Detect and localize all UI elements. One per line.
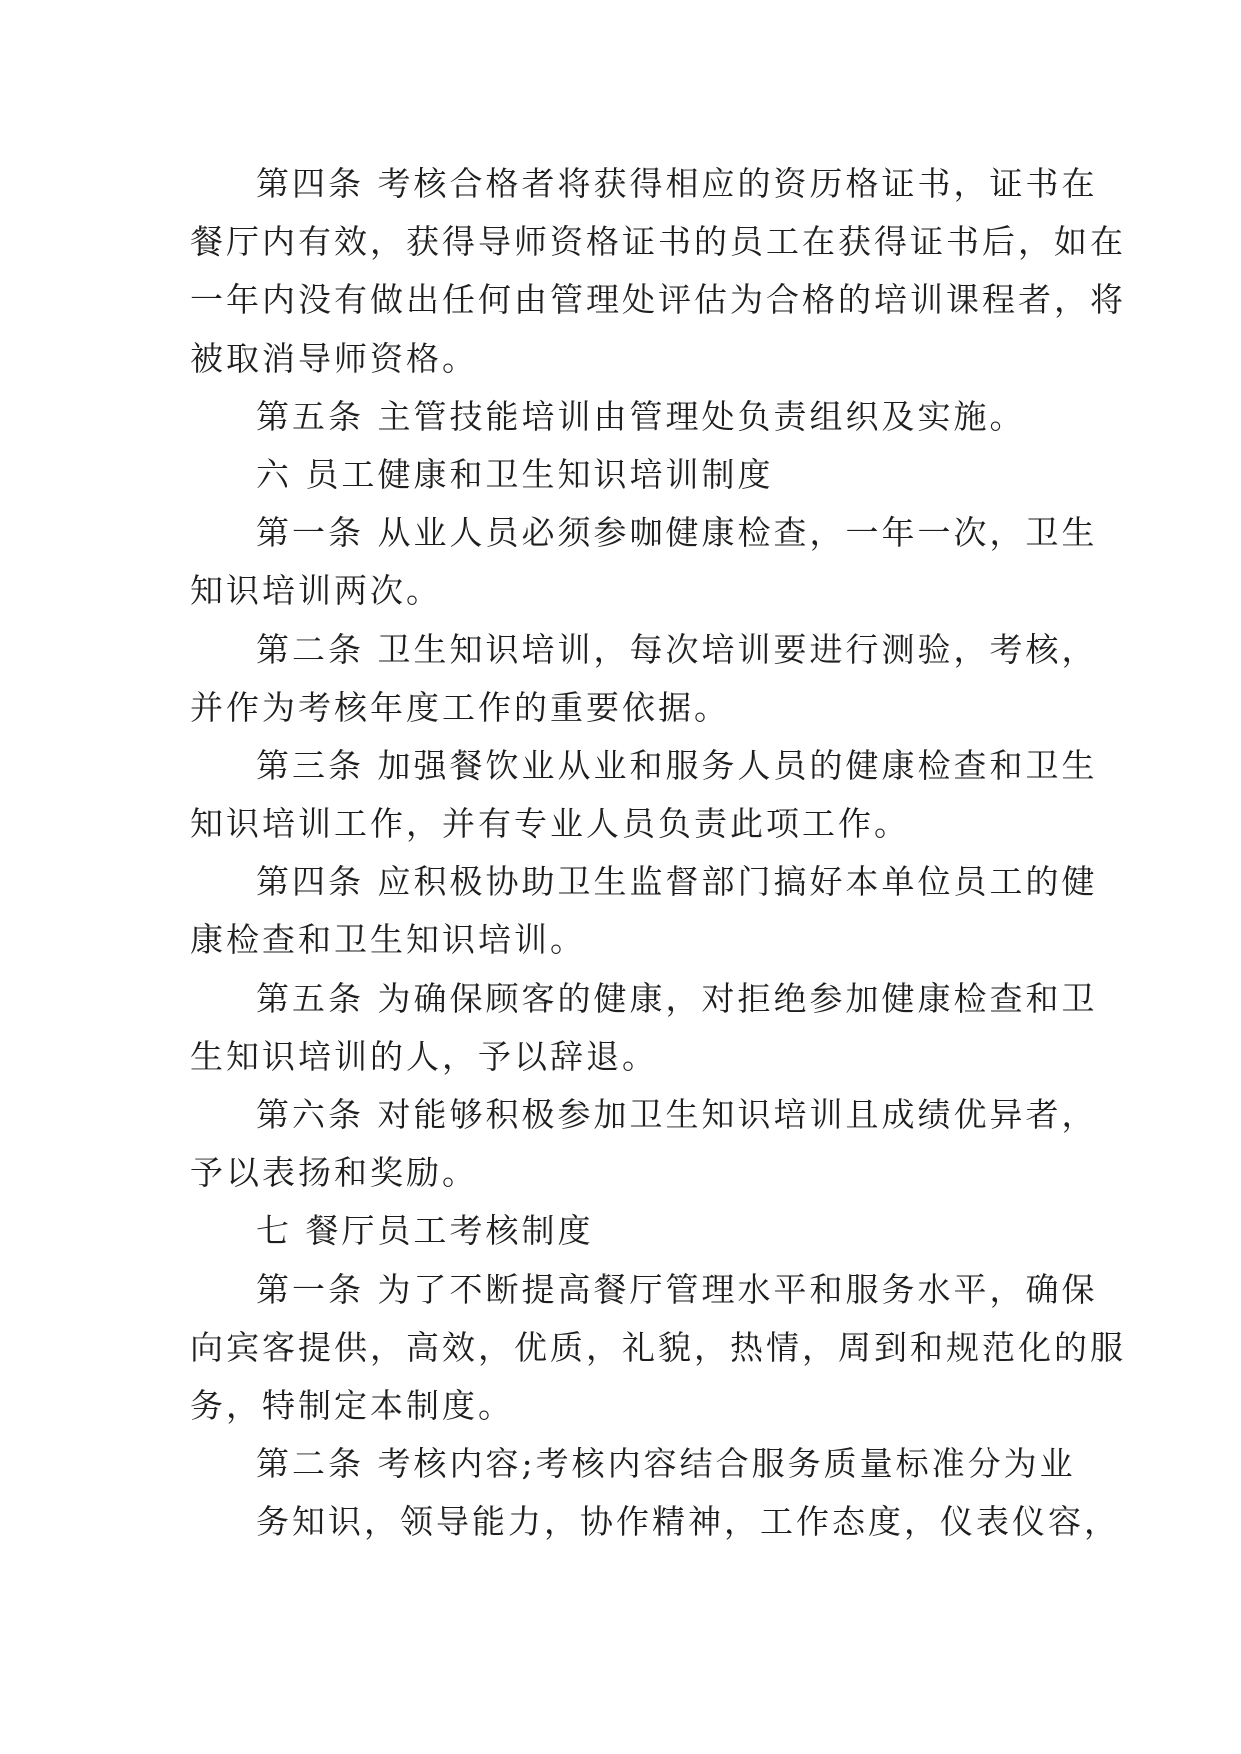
text-line: 第三条 加强餐饮业从业和服务人员的健康检查和卫生 <box>256 745 1098 785</box>
text-line: 知识培训工作，并有专业人员负责此项工作。 <box>190 804 910 844</box>
text-line: 并作为考核年度工作的重要依据。 <box>190 687 730 727</box>
text-line: 务知识，领导能力，协作精神，工作态度，仪表仪容， <box>256 1502 1120 1542</box>
text-line: 知识培训两次。 <box>190 571 442 611</box>
text-line: 予以表扬和奖励。 <box>190 1153 478 1193</box>
text-line: 餐厅内有效，获得导师资格证书的员工在获得证书后，如在 <box>190 222 1126 262</box>
text-line: 第一条 从业人员必须参咖健康检查，一年一次，卫生 <box>256 513 1098 553</box>
text-line: 第五条 主管技能培训由管理处负责组织及实施。 <box>256 396 1026 436</box>
section-heading: 六 员工健康和卫生知识培训制度 <box>256 454 774 494</box>
document-body <box>190 155 1126 1552</box>
text-line: 第二条 卫生知识培训，每次培训要进行测验，考核， <box>256 629 1098 669</box>
text-line: 第二条 考核内容;考核内容结合服务质量标准分为业 <box>256 1444 1076 1484</box>
text-line: 生知识培训的人，予以辞退。 <box>190 1036 658 1076</box>
text-line: 第四条 考核合格者将获得相应的资历格证书，证书在 <box>256 164 1098 203</box>
text-line: 一年内没有做出任何由管理处评估为合格的培训课程者，将 <box>190 280 1126 320</box>
text-line: 第五条 为确保顾客的健康，对拒绝参加健康检查和卫 <box>256 978 1098 1018</box>
text-line: 第四条 应积极协助卫生监督部门搞好本单位员工的健 <box>256 862 1098 902</box>
section-heading: 七 餐厅员工考核制度 <box>256 1211 594 1251</box>
text-line: 被取消导师资格。 <box>190 338 478 378</box>
text-line: 第六条 对能够积极参加卫生知识培训且成绩优异者， <box>256 1095 1098 1134</box>
text-line: 第一条 为了不断提高餐厅管理水平和服务水平，确保 <box>256 1269 1098 1309</box>
text-line: 康检查和卫生知识培训。 <box>190 920 586 960</box>
text-line: 向宾客提供，高效，优质，礼貌，热情，周到和规范化的服 <box>190 1327 1126 1367</box>
text-line: 务，特制定本制度。 <box>190 1385 514 1425</box>
